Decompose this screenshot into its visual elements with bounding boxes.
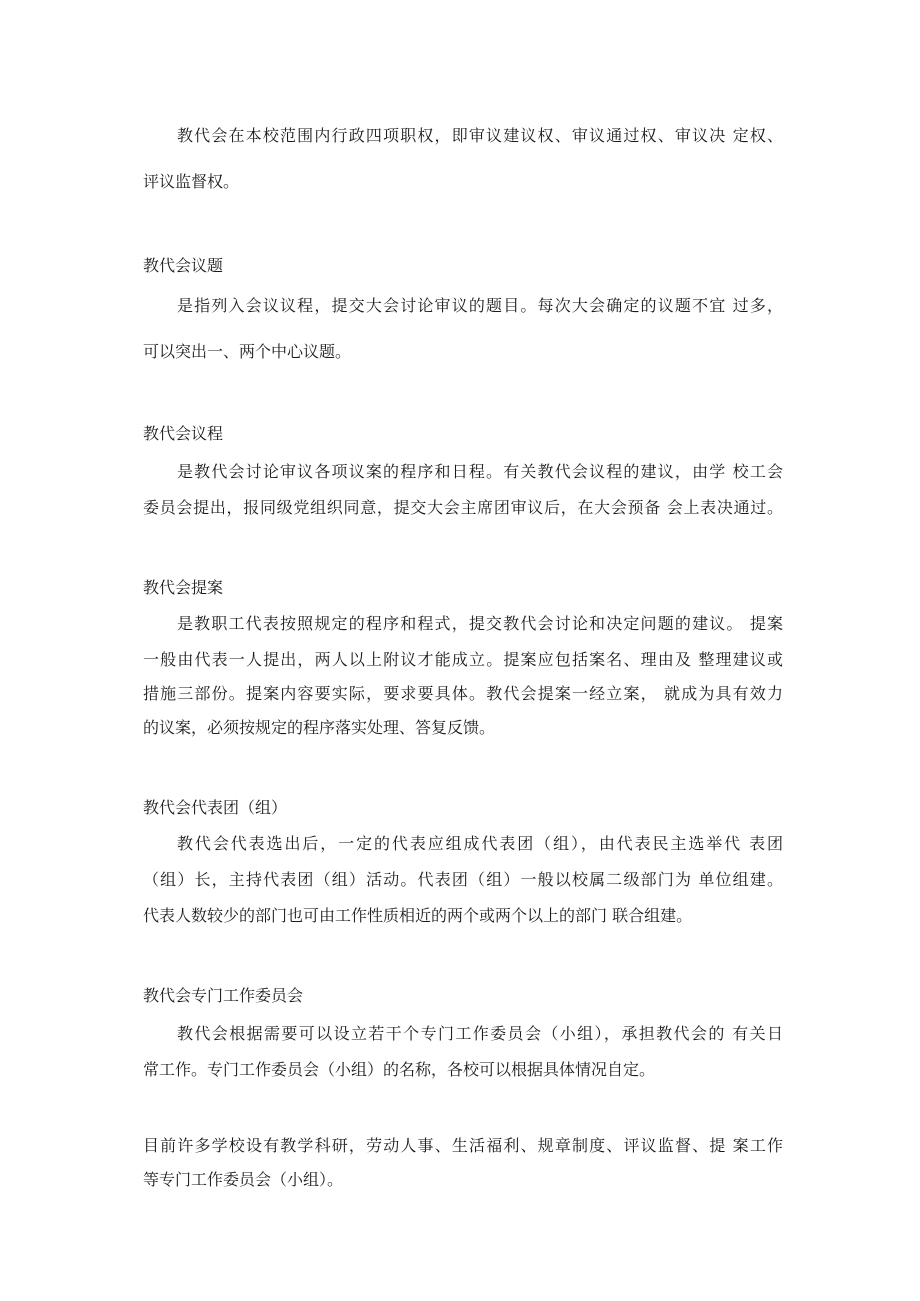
- paragraph-line: （组）长，主持代表团（组）活动。代表团（组）一般以校属二级部门为 单位组建。: [143, 870, 783, 889]
- section-heading: 教代会提案: [143, 578, 224, 597]
- closing-line-2: 等专门工作委员会（小组）。: [143, 1170, 344, 1189]
- paragraph-line: 是指列入会议议程，提交大会讨论审议的题目。每次大会确定的议题不宜 过多，: [177, 296, 783, 315]
- section-heading: 教代会议程: [143, 424, 224, 443]
- closing-line-1: 目前许多学校设有教学科研，劳动人事、生活福利、规章制度、评议监督、提 案工作: [143, 1136, 783, 1155]
- section-heading: 教代会代表团（组）: [143, 798, 288, 817]
- paragraph-line: 措施三部份。提案内容要实际，要求要具体。教代会提案一经立案， 就成为具有效力: [143, 684, 783, 703]
- paragraph-line: 教代会代表选出后，一定的代表应组成代表团（组），由代表民主选举代 表团: [177, 834, 783, 853]
- intro-line-1: 教代会在本校范围内行政四项职权，即审议建议权、审议通过权、审议决 定权、: [177, 126, 783, 145]
- intro-line-2: 评议监督权。: [143, 172, 240, 191]
- paragraph-line: 教代会根据需要可以设立若干个专门工作委员会（小组），承担教代会的 有关日: [177, 1024, 783, 1043]
- paragraph-line: 可以突出一、两个中心议题。: [143, 342, 352, 361]
- paragraph-line: 委员会提出，报同级党组织同意，提交大会主席团审议后，在大会预备 会上表决通过。: [143, 498, 783, 517]
- paragraph-line: 常工作。专门工作委员会（小组）的名称，各校可以根据具体情况自定。: [143, 1060, 656, 1079]
- section-heading: 教代会议题: [143, 256, 224, 275]
- paragraph-line: 的议案，必须按规定的程序落实处理、答复反馈。: [143, 718, 496, 737]
- paragraph-line: 一般由代表一人提出，两人以上附议才能成立。提案应包括案名、理由及 整理建议或: [143, 650, 783, 669]
- paragraph-line: 是教代会讨论审议各项议案的程序和日程。有关教代会议程的建议，由学 校工会: [177, 462, 783, 481]
- paragraph-line: 代表人数较少的部门也可由工作性质相近的两个或两个以上的部门 联合组建。: [143, 906, 693, 925]
- section-heading: 教代会专门工作委员会: [143, 986, 304, 1005]
- paragraph-line: 是教职工代表按照规定的程序和程式，提交教代会讨论和决定问题的建议。 提案: [177, 614, 783, 633]
